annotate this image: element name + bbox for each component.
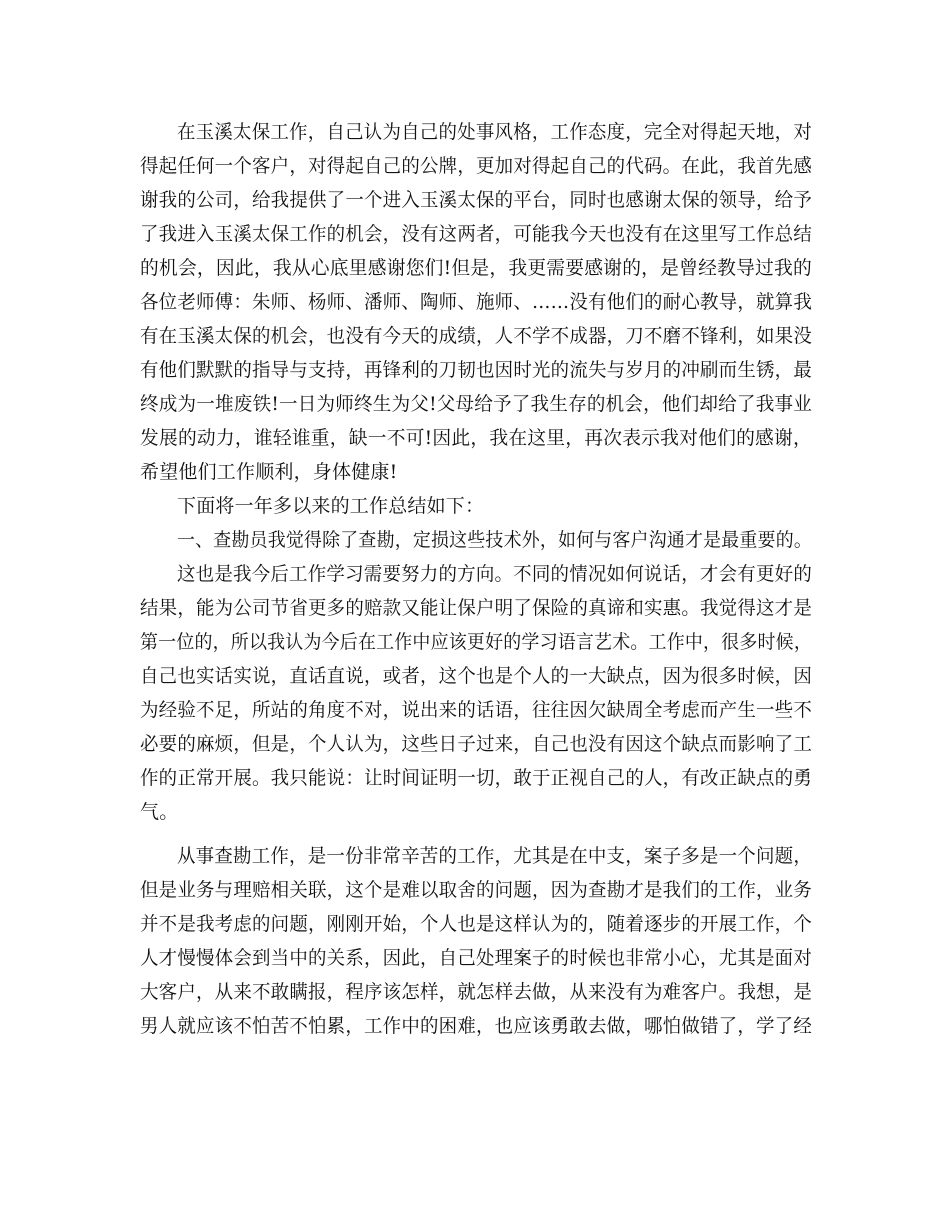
text-line: 气。: [140, 801, 179, 823]
text-line: 有在玉溪太保的机会，也没有今天的成绩，人不学不成器，刀不磨不锋利，如果没: [140, 325, 812, 347]
text-line: 结果，能为公司节省更多的赔款又能让保户明了保险的真谛和实惠。我觉得这才是: [140, 597, 812, 619]
text-line: 自己也实话实说，直话直说，或者，这个也是个人的一大缺点，因为很多时候，因: [140, 665, 812, 687]
text-line: 这也是我今后工作学习需要努力的方向。不同的情况如何说话，才会有更好的: [177, 563, 812, 585]
text-line: 人才慢慢体会到当中的关系，因此，自己处理案子的时候也非常小心，尤其是面对: [140, 947, 812, 969]
text-line: 下面将一年多以来的工作总结如下：: [177, 495, 485, 517]
text-line: 得起任何一个客户，对得起自己的公牌，更加对得起自己的代码。在此，我首先感: [140, 155, 812, 177]
text-line: 在玉溪太保工作，自己认为自己的处事风格，工作态度，完全对得起天地，对: [177, 121, 812, 143]
text-line: 并不是我考虑的问题，刚刚开始，个人也是这样认为的，随着逐步的开展工作，个: [140, 913, 812, 935]
text-line: 但是业务与理赔相关联，这个是难以取舍的问题，因为查勘才是我们的工作，业务: [140, 879, 812, 901]
text-line: 作的正常开展。我只能说：让时间证明一切，敢于正视自己的人，有改正缺点的勇: [140, 767, 812, 789]
text-line: 为经验不足，所站的角度不对，说出来的话语，往往因欠缺周全考虑而产生一些不: [140, 699, 812, 721]
text-line: 第一位的，所以我认为今后在工作中应该更好的学习语言艺术。工作中，很多时候，: [140, 631, 812, 653]
text-line: 发展的动力，谁轻谁重，缺一不可!因此，我在这里，再次表示我对他们的感谢，: [140, 427, 812, 449]
text-line: 的机会，因此，我从心底里感谢您们!但是，我更需要感谢的，是曾经教导过我的: [140, 257, 812, 279]
text-line: 谢我的公司，给我提供了一个进入玉溪太保的平台，同时也感谢太保的领导，给予: [140, 189, 812, 211]
text-line: 从事查勘工作，是一份非常辛苦的工作，尤其是在中支，案子多是一个问题，: [177, 845, 812, 867]
text-line: 终成为一堆废铁!一日为师终生为父!父母给予了我生存的机会，他们却给了我事业: [140, 393, 812, 415]
text-line: 必要的麻烦，但是，个人认为，这些日子过来，自己也没有因这个缺点而影响了工: [140, 733, 812, 755]
text-line: 希望他们工作顺利，身体健康!: [140, 461, 398, 483]
text-line: 各位老师傅：朱师、杨师、潘师、陶师、施师、……没有他们的耐心教导，就算我: [140, 291, 812, 313]
text-line: 男人就应该不怕苦不怕累，工作中的困难，也应该勇敢去做，哪怕做错了，学了经: [140, 1015, 812, 1037]
text-line: 有他们默默的指导与支持，再锋利的刀韧也因时光的流失与岁月的冲刷而生锈，最: [140, 359, 812, 381]
text-line: 大客户，从来不敢瞒报，程序该怎样，就怎样去做，从来没有为难客户。我想，是: [140, 981, 812, 1003]
text-line: 了我进入玉溪太保工作的机会，没有这两者，可能我今天也没有在这里写工作总结: [140, 223, 812, 245]
text-line: 一、查勘员我觉得除了查勘，定损这些技术外，如何与客户沟通才是最重要的。: [177, 529, 812, 551]
